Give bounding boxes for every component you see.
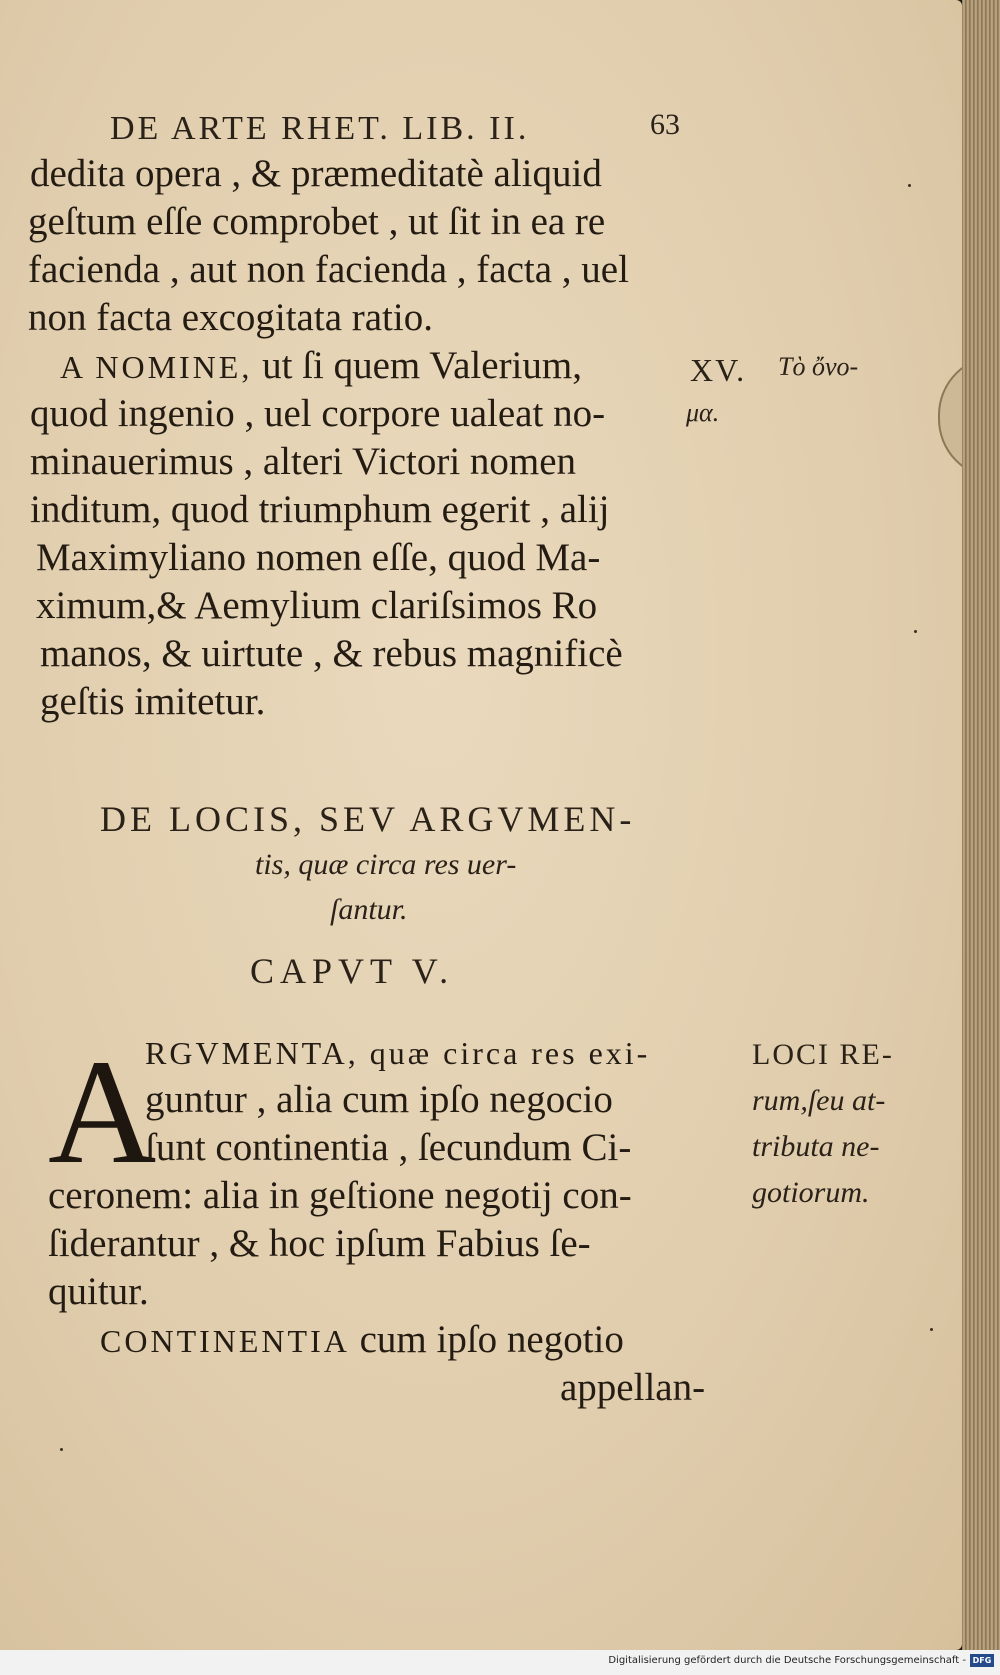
ink-speck <box>914 630 917 633</box>
chapter-first-line: RGVMENTA, quæ circa res exi- <box>145 1035 651 1071</box>
dfg-logo: DFG <box>970 1654 994 1667</box>
text-line: quod ingenio , uel corpore ualeat no- <box>30 392 606 435</box>
chapter-number: CAPVT V. <box>250 951 455 991</box>
text-line: dedita opera , & præmeditatè aliquid <box>30 152 602 195</box>
paragraph-lead-rest: ut ſi quem Valerium, <box>252 344 582 387</box>
chapter-subtitle: tis, quæ circa res uer- <box>255 848 517 881</box>
ink-speck <box>60 1448 63 1451</box>
text-line: facienda , aut non facienda , facta , uel <box>28 248 629 291</box>
ink-speck <box>930 1328 933 1331</box>
text-line: non facta excogitata ratio. <box>28 296 433 339</box>
text-line: manos, & uirtute , & rebus magnificè <box>40 632 623 675</box>
margin-note-greek-2: μα. <box>686 398 720 427</box>
text-line: geſtum eſſe comprobet , ut ſit in ea re <box>28 200 606 243</box>
margin-note-line: gotiorum. <box>752 1176 870 1209</box>
text-line: ceronem: alia in geſtione negotij con- <box>48 1174 632 1217</box>
ink-speck <box>908 184 911 187</box>
text-line: inditum, quod triumphum egerit , alij <box>30 488 610 531</box>
continentia-line <box>100 1316 624 1365</box>
catchword: appellan- <box>560 1366 706 1409</box>
margin-note-line: tributa ne- <box>752 1130 880 1163</box>
chapter-subtitle-2: ſantur. <box>330 893 408 926</box>
text-line: ſiderantur , & hoc ipſum Fabius ſe- <box>48 1222 591 1265</box>
running-title: DE ARTE RHET. LIB. II. <box>110 110 530 147</box>
text-line: ſunt continentia , ſecundum Ci- <box>145 1126 632 1169</box>
paragraph-first-line <box>60 342 582 391</box>
margin-note-greek: Τὸ ὄνο- <box>778 352 859 381</box>
text-line: quitur. <box>48 1270 149 1313</box>
text-line: guntur , alia cum ipſo negocio <box>145 1078 613 1121</box>
chapter-title: DE LOCIS, SEV ARGVMEN- <box>100 799 636 839</box>
text-line: Maximyliano nomen eſſe, quod Ma- <box>36 536 601 579</box>
digitization-credit: Digitalisierung gefördert durch die Deutsche Forschungsgemeinschaft - <box>608 1655 966 1666</box>
continentia-rest: cum ipſo negotio <box>349 1318 624 1361</box>
drop-cap: A <box>48 1029 157 1195</box>
text-line: geſtis imitetur. <box>40 680 266 723</box>
paragraph-lead: A NOMINE, <box>60 349 253 385</box>
page-edges <box>962 0 1000 1650</box>
book-clasp <box>938 355 962 479</box>
page-number: 63 <box>650 108 680 141</box>
margin-note-number: XV. <box>690 352 747 388</box>
text-line <box>145 1028 650 1077</box>
continentia-lead: CONTINENTIA <box>100 1323 350 1359</box>
text-line: minauerimus , alteri Victori nomen <box>30 440 577 483</box>
margin-note-line: LOCI RE- <box>752 1038 894 1071</box>
margin-note-line: rum,ſeu at- <box>752 1084 886 1117</box>
text-line: ximum,& Aemylium clariſsimos Ro <box>36 584 598 627</box>
